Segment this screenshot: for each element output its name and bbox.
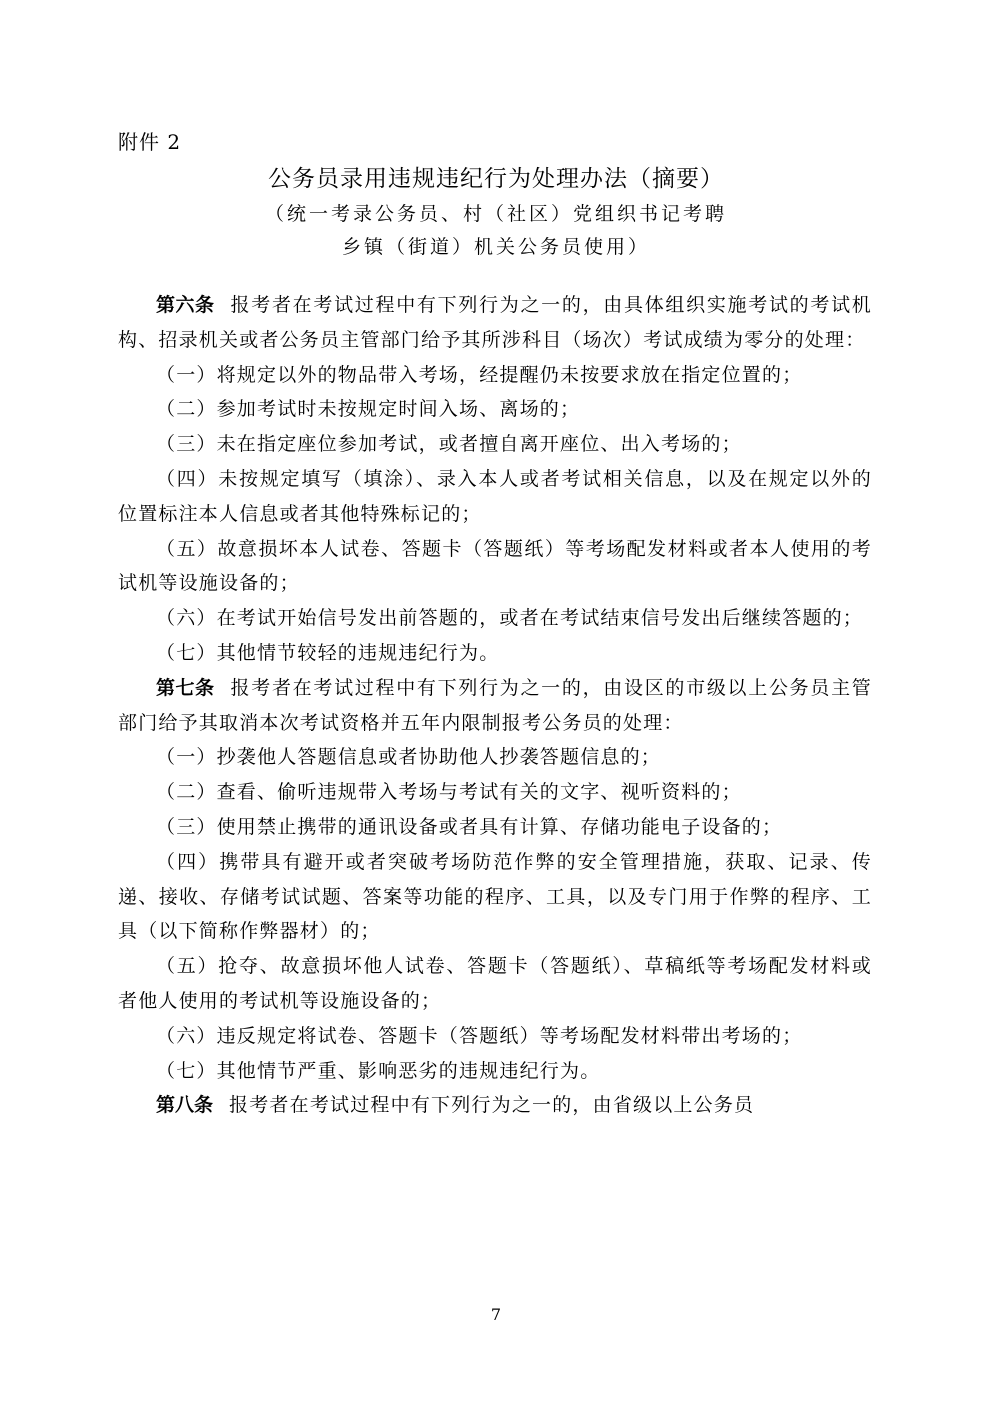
document-body [118, 288, 872, 1123]
article-8-heading: 第八条 [156, 1094, 214, 1117]
article-7-item: （七）其他情节严重、影响恶劣的违规违纪行为。 [156, 1059, 601, 1082]
article-6-text: 报考者在考试过程中有下列行为之一的，由具体组织实施考试的考试机构、招录机关或者公务员主管部门给予其所涉科目（场次）考试成绩为零分的处理： [118, 294, 872, 351]
article-6-item: （七）其他情节较轻的违规违纪行为。 [156, 641, 500, 664]
article-7-heading: 第七条 [156, 676, 215, 699]
article-6-item: （六）在考试开始信号发出前答题的，或者在考试结束信号发出后继续答题的； [156, 607, 864, 630]
article-7-item: （四）携带具有避开或者突破考场防范作弊的安全管理措施，获取、记录、传递、接收、存储考试试题、答案等功能的程序、工具，以及专门用于作弊的程序、工具（以下简称作弊器材）的； [118, 850, 872, 943]
article-6-item: （二）参加考试时未按规定时间入场、离场的； [156, 398, 581, 421]
attachment-label: 附件 2 [118, 130, 182, 154]
article-6-paragraph [118, 288, 872, 358]
article-6-item: （四）未按规定填写（填涂）、录入本人或者考试相关信息，以及在规定以外的位置标注本人信息或者其他特殊标记的； [118, 467, 872, 525]
article-6-item: （三）未在指定座位参加考试，或者擅自离开座位、出入考场的； [156, 433, 742, 456]
article-6-item: （五）故意损坏本人试卷、答题卡（答题纸）等考场配发材料或者本人使用的考试机等设施设备的； [118, 537, 872, 595]
article-7-item: （三）使用禁止携带的通讯设备或者具有计算、存储功能电子设备的； [156, 815, 783, 838]
article-6-heading: 第六条 [156, 294, 215, 316]
article-6-item: （一）将规定以外的物品带入考场，经提醒仍未按要求放在指定位置的； [156, 363, 803, 386]
article-7-item: （二）查看、偷听违规带入考场与考试有关的文字、视听资料的； [156, 781, 742, 804]
article-7-item: （六）违反规定将试卷、答题卡（答题纸）等考场配发材料带出考场的； [156, 1024, 803, 1047]
document-title: 公务员录用违规违纪行为处理办法（摘要） [268, 166, 724, 192]
article-7-paragraph [118, 671, 872, 741]
article-7-text: 报考者在考试过程中有下列行为之一的，由设区的市级以上公务员主管部门给予其取消本次考试资格并五年内限制报考公务员的处理： [118, 676, 872, 734]
page-number: 7 [490, 1305, 502, 1324]
document-subtitle-line2: 乡镇（街道）机关公务员使用） [341, 236, 650, 258]
article-8-text: 报考者在考试过程中有下列行为之一的，由省级以上公务员 [229, 1094, 755, 1117]
article-7-item: （五）抢夺、故意损坏他人试卷、答题卡（答题纸）、草稿纸等考场配发材料或者他人使用的考试机等设施设备的； [118, 955, 872, 1012]
document-subtitle-line1: （统一考录公务员、村（社区）党组织书记考聘 [264, 203, 727, 225]
article-8-paragraph [118, 1088, 872, 1123]
article-7-item: （一）抄袭他人答题信息或者协助他人抄袭答题信息的； [156, 746, 662, 769]
